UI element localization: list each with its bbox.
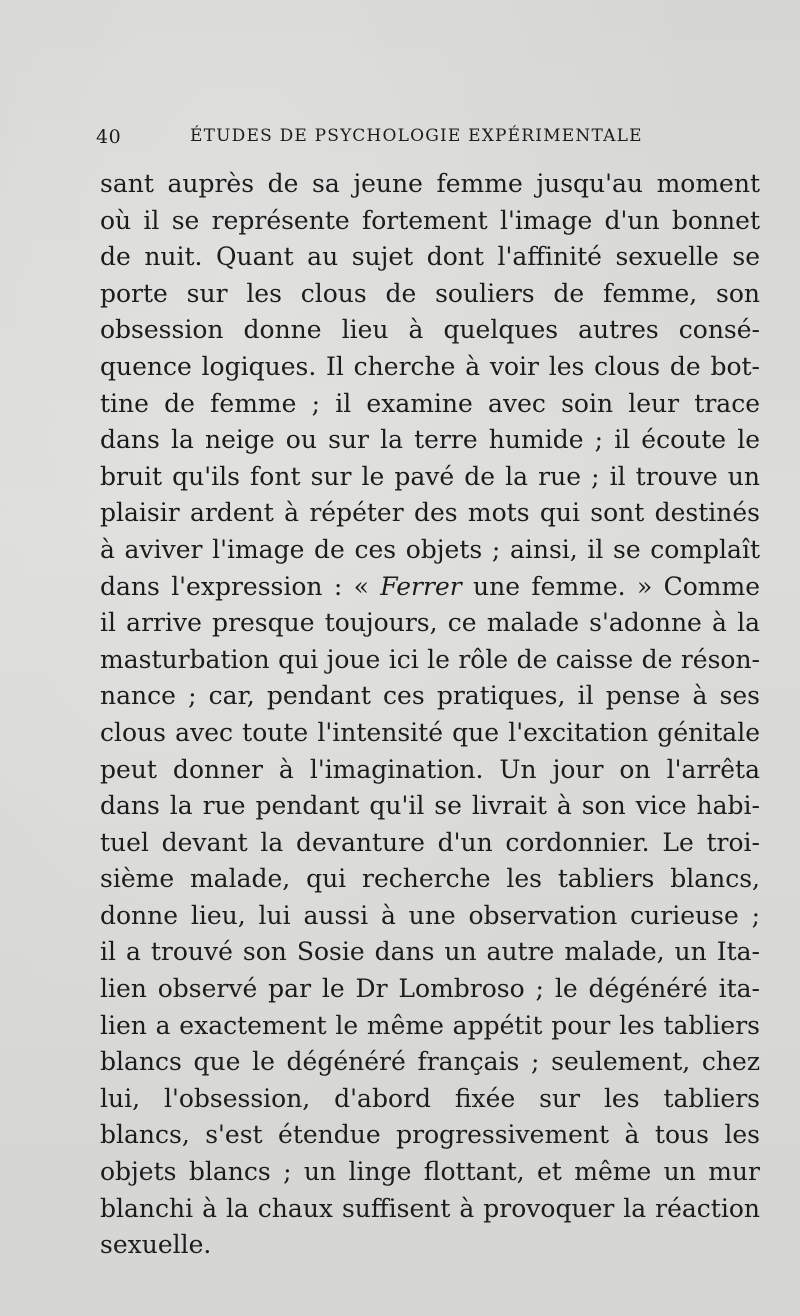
- text-line: donne lieu, lui aussi à une observation curieuse ;: [100, 900, 760, 930]
- text-line: blancs, s'est étendue progressivement à tous les: [100, 1120, 760, 1150]
- italic-term: Ferrer: [380, 571, 462, 601]
- text-line: sexuelle.: [100, 1230, 212, 1260]
- text-line: objets blancs ; un linge flottant, et même un mur: [100, 1157, 760, 1187]
- text-line: blanchi à la chaux suffisent à provoquer la réaction: [100, 1193, 760, 1223]
- text-line: bruit qu'ils font sur le pavé de la rue ; il trouve un: [100, 461, 760, 491]
- text-line: nance ; car, pendant ces pratiques, il pense à ses: [100, 681, 760, 711]
- text-line: de nuit. Quant au sujet dont l'affinité sexuelle se: [100, 242, 760, 272]
- text-line: lien observé par le Dr Lombroso ; le dégénéré ita-: [100, 974, 760, 1004]
- text-line: dans la neige ou sur la terre humide ; il écoute le: [100, 425, 760, 455]
- text-line: il a trouvé son Sosie dans un autre malade, un Ita-: [100, 937, 760, 967]
- running-title: ÉTUDES DE PSYCHOLOGIE EXPÉRIMENTALE: [190, 126, 643, 146]
- text-line: tine de femme ; il examine avec soin leur trace: [100, 388, 760, 418]
- text-line: clous avec toute l'intensité que l'excitation génitale: [100, 717, 760, 747]
- body-text: [100, 166, 760, 1264]
- text-line: dans la rue pendant qu'il se livrait à son vice habi-: [100, 791, 760, 821]
- text-line: sième malade, qui recherche les tabliers blancs,: [100, 864, 760, 894]
- text-line: tuel devant la devanture d'un cordonnier. Le troi-: [100, 827, 760, 857]
- text-line: obsession donne lieu à quelques autres consé-: [100, 315, 760, 345]
- text-line: lui, l'obsession, d'abord fixée sur les tabliers: [100, 1083, 760, 1113]
- text-line: masturbation qui joue ici le rôle de caisse de réson-: [100, 644, 760, 674]
- text-line: blancs que le dégénéré français ; seulement, chez: [100, 1047, 760, 1077]
- text-line: porte sur les clous de souliers de femme, son: [100, 278, 760, 308]
- text-line: il arrive presque toujours, ce malade s'adonne à la: [100, 608, 760, 638]
- text-line: où il se représente fortement l'image d'un bonnet: [100, 205, 760, 235]
- text-line: lien a exactement le même appétit pour les tabliers: [100, 1010, 760, 1040]
- text-line: plaisir ardent à répéter des mots qui sont destinés: [100, 498, 760, 528]
- page-header: [96, 126, 760, 156]
- text-line: peut donner à l'imagination. Un jour on l'arrêta: [100, 754, 760, 784]
- text-line: sant auprès de sa jeune femme jusqu'au moment: [100, 169, 760, 198]
- text-line: quence logiques. Il cherche à voir les clous de bot-: [100, 351, 760, 381]
- page-number: 40: [96, 126, 122, 148]
- text-segment: une femme. » Comme: [461, 571, 760, 601]
- text-segment: dans l'expression : «: [100, 571, 381, 601]
- text-line: à aviver l'image de ces objets ; ainsi, il se complaît: [100, 534, 760, 564]
- text-line-with-italic: [100, 569, 760, 606]
